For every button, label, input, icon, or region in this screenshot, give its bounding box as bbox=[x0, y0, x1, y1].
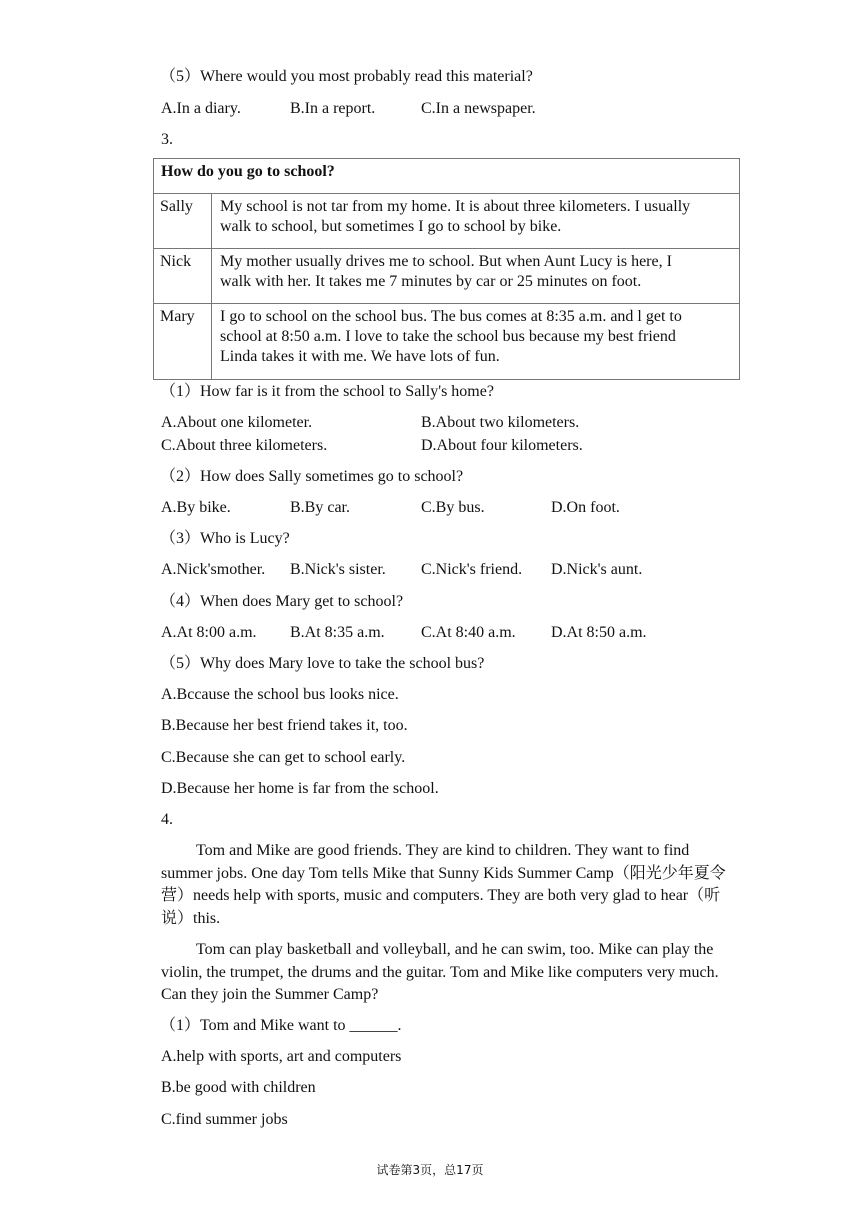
option-b: B.At 8:35 a.m. bbox=[290, 624, 385, 641]
question-text: （3）Who is Lucy? bbox=[160, 530, 290, 547]
option-b: B.be good with children bbox=[161, 1079, 316, 1096]
option-b: B.In a report. bbox=[290, 100, 376, 117]
row-text bbox=[212, 304, 740, 380]
option-d: D.At 8:50 a.m. bbox=[551, 624, 647, 641]
question-text: （1）Tom and Mike want to ______. bbox=[160, 1017, 402, 1034]
section-number: 3. bbox=[161, 131, 173, 148]
passage-paragraph: Tom and Mike are good friends. They are kind to children. They want to find summer jobs. One day Tom tells Mike that Sunny Kids Summer Camp（阳光少年夏令营）needs help with sports, music and computers. They are both very glad to hear（听说）this. bbox=[161, 842, 726, 927]
option-d: D.Nick's aunt. bbox=[551, 561, 643, 578]
section-number: 4. bbox=[161, 811, 173, 828]
option-c: C.find summer jobs bbox=[161, 1111, 288, 1128]
option-a: A.About one kilometer. bbox=[161, 414, 313, 431]
option-c: C.At 8:40 a.m. bbox=[421, 624, 516, 641]
row-line: My mother usually drives me to school. But when Aunt Lucy is here, I bbox=[220, 253, 672, 270]
row-text bbox=[212, 249, 740, 304]
option-a: A.In a diary. bbox=[161, 100, 241, 117]
row-line: walk with her. It takes me 7 minutes by car or 25 minutes on foot. bbox=[220, 273, 642, 290]
option-d: D.About four kilometers. bbox=[421, 437, 583, 454]
option-a: A.At 8:00 a.m. bbox=[161, 624, 257, 641]
option-b: B.Because her best friend takes it, too. bbox=[161, 717, 408, 734]
table-header: How do you go to school? bbox=[154, 159, 740, 194]
option-c: C.Nick's friend. bbox=[421, 561, 523, 578]
row-name: Nick bbox=[154, 249, 212, 304]
row-line: My school is not tar from my home. It is about three kilometers. I usually bbox=[220, 198, 691, 215]
question-text: （1）How far is it from the school to Sally's home? bbox=[160, 383, 494, 400]
question-text: （5）Why does Mary love to take the school bus? bbox=[160, 655, 485, 672]
question-text: （5）Where would you most probably read this material? bbox=[160, 68, 533, 85]
option-a: A.Bccause the school bus looks nice. bbox=[161, 686, 399, 703]
row-line: school at 8:50 a.m. I love to take the school bus because my best friend bbox=[220, 328, 676, 345]
option-a: A.help with sports, art and computers bbox=[161, 1048, 402, 1065]
row-line: walk to school, but sometimes I go to school by bike. bbox=[220, 218, 562, 235]
row-text bbox=[212, 194, 740, 249]
option-b: B.Nick's sister. bbox=[290, 561, 386, 578]
option-c: C.Because she can get to school early. bbox=[161, 749, 406, 766]
option-c: C.About three kilometers. bbox=[161, 437, 328, 454]
row-line: I go to school on the school bus. The bus comes at 8:35 a.m. and l get to bbox=[220, 308, 682, 325]
option-c: C.By bus. bbox=[421, 499, 485, 516]
option-c: C.In a newspaper. bbox=[421, 100, 536, 117]
question-text: （2）How does Sally sometimes go to school? bbox=[160, 468, 464, 485]
page-footer: 试卷第3页，总17页 bbox=[376, 1163, 484, 1177]
option-b: B.About two kilometers. bbox=[421, 414, 580, 431]
reading-table bbox=[153, 158, 740, 380]
question-text: （4）When does Mary get to school? bbox=[160, 593, 404, 610]
row-name: Mary bbox=[154, 304, 212, 380]
row-line: Linda takes it with me. We have lots of fun. bbox=[220, 348, 500, 365]
option-b: B.By car. bbox=[290, 499, 350, 516]
passage-paragraph: Tom can play basketball and volleyball, and he can swim, too. Mike can play the violin, the trumpet, the drums and the guitar. Tom and Mike like computers very much. Can they join the Summer Camp? bbox=[161, 941, 719, 1003]
option-a: A.Nick'smother. bbox=[161, 561, 266, 578]
option-d: D.Because her home is far from the school. bbox=[161, 780, 439, 797]
option-d: D.On foot. bbox=[551, 499, 620, 516]
option-a: A.By bike. bbox=[161, 499, 231, 516]
row-name: Sally bbox=[154, 194, 212, 249]
